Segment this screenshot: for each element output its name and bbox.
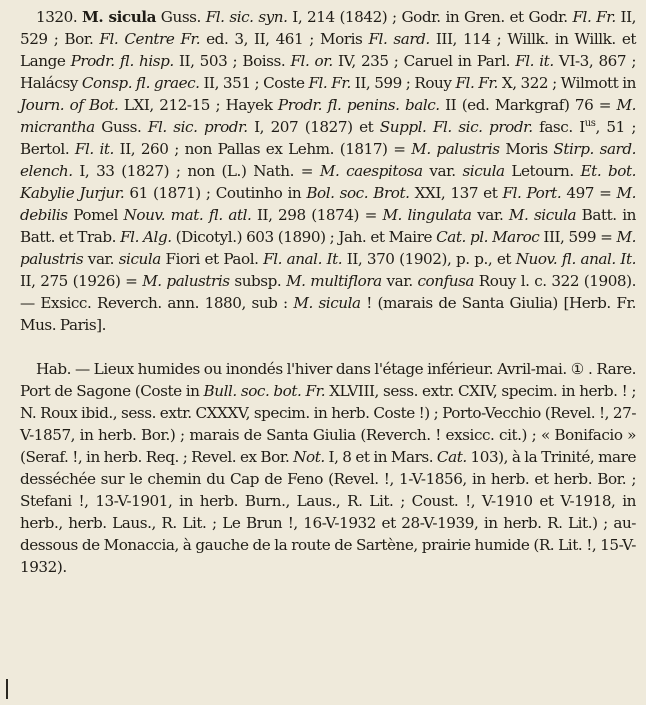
citation-italic: Nuov. fl. anal. It.: [515, 250, 636, 268]
citation-italic: Fl. Fr.: [308, 74, 351, 92]
entry-number: 1320.: [36, 8, 78, 26]
citation-italic: M. palustris: [411, 140, 500, 158]
citation-italic: Fl. sic. syn.: [205, 8, 288, 26]
synonymy-text: Guss. Fl. sic. syn. I, 214 (1842) ; Godr. in Gren. et Godr. Fl. Fr. II, 529 ; Bor. Fl. Centre Fr. ed. 3, II, 461 ; Moris Fl. sard. III, 114 ; Willk. in Willk. et Lange Prodr. fl. hisp. II, 503 ; Boiss. Fl. or. IV, 235 ; Caruel in Parl. Fl. it. VI-3, 867 ; Halácsy Consp. fl. graec. II, 351 ; Coste Fl. Fr. II, 599 ; Rouy Fl. Fr. X, 322 ; Wilmott in Journ. of Bot. LXI, 212-15 ; Hayek Prodr. fl. penins. balc. II (ed. Markgraf) 76 = M. micrantha Guss. Fl. sic. prodr. I, 207 (1827) et Suppl. Fl. sic. prodr. fasc. $I^{us}$, 51 ; Bertol. Fl. it. II, 260 ; non Pallas ex Lehm. (1817) = M. palustris Moris Stirp. sard. elench. I, 33 (1827) ; non (L.) Nath. = M. caespitosa var. sicula Letourn. Et. bot. Kabylie Jurjur. 61 (1871) ; Coutinho in Bol. soc. Brot. XXI, 137 et Fl. Port. 497 = M. debilis Pomel Nouv. mat. fl. atl. II, 298 (1874) = M. lingulata var. M. sicula Batt. in Batt. et Trab. Fl. Alg. (Dicotyl.) 603 (1890) ; Jah. et Maire Cat. pl. Maroc III, 599 = M. palustris var. sicula Fiori et Paol. Fl. anal. It. II, 370 (1902), p. p., et Nuov. fl. anal. It. II, 275 (1926) = M. palustris subsp. M. multiflora var. confusa Rouy l. c. 322 (1908). — Exsicc. Reverch. ann. 1880, sub : M. sicula ! (marais de Santa Giulia) [Herb. Fr. Mus. Paris].: [20, 8, 637, 334]
citation-italic: Bull. soc. bot. Fr.: [203, 382, 326, 400]
citation-italic: Fl. sic. prodr.: [147, 118, 248, 136]
citation-italic: Et. bot. Kabylie Jurjur.: [20, 162, 636, 202]
citation-italic: Fl. it.: [515, 52, 554, 70]
citation-italic: Cat. pl. Maroc: [436, 228, 540, 246]
citation-italic: Nouv. mat. fl. atl.: [123, 206, 252, 224]
habitat-paragraph: [20, 358, 636, 578]
citation-italic: Consp. fl. graec.: [81, 74, 200, 92]
citation-italic: sicula: [118, 250, 161, 268]
species-name: M. sicula: [82, 8, 157, 26]
citation-italic: confusa: [417, 272, 475, 290]
citation-italic: sicula: [462, 162, 505, 180]
citation-italic: Fl. sard.: [368, 30, 430, 48]
citation-italic: M. palustris: [142, 272, 230, 290]
citation-italic: Bol. soc. Brot.: [306, 184, 410, 202]
citation-italic: Stirp. sard. elench.: [20, 140, 637, 180]
habitat-text: Hab. — Lieux humides ou inondés l'hiver dans l'étage inférieur. Avril-mai. ① . Rare. Port de Sagone (Coste in Bull. soc. bot. Fr. XLVIII, sess. extr. CXIV, specim. in herb. ! ; N. Roux ibid., sess. extr. CXXXV, specim. in herb. Coste !) ; Porto-Vecchio (Revel. !, 27-V-1857, in herb. Bor.) ; marais de Santa Giulia (Reverch. ! exsicc. cit.) ; « Bonifacio » (Seraf. !, in herb. Req. ; Revel. ex Bor. Not. I, 8 et in Mars. Cat. 103), à la Trinité, mare desséchée sur le chemin du Cap de Feno (Revel. !, 1-V-1856, in herb. et herb. Bor. ; Stefani !, 13-V-1901, in herb. Burn., Laus., R. Lit. ; Coust. !, V-1910 et V-1918, in herb., herb. Laus., R. Lit. ; Le Brun !, 16-V-1932 et 28-V-1939, in herb. R. Lit.) ; au-dessous de Monaccia, à gauche de la route de Sartène, prairie humide (R. Lit. !, 15-V-1932).: [20, 360, 637, 576]
citation-italic: Fl. Centre Fr.: [99, 30, 201, 48]
citation-italic: M. sicula: [293, 294, 361, 312]
citation-italic: Fl. anal. It.: [263, 250, 343, 268]
citation-italic: M. micrantha: [20, 96, 637, 136]
species-entry: [20, 6, 636, 336]
citation-italic: Fl. it.: [74, 140, 114, 158]
citation-italic: Prodr. fl. penins. balc.: [277, 96, 440, 114]
citation-italic: Prodr. fl. hisp.: [70, 52, 174, 70]
citation-italic: Cat.: [436, 448, 467, 466]
citation-italic: Fl. Fr.: [455, 74, 498, 92]
citation-italic: Not.: [293, 448, 325, 466]
margin-mark: [6, 679, 8, 699]
citation-italic: M. debilis: [20, 184, 637, 224]
citation-italic: Fl. Fr.: [572, 8, 616, 26]
citation-italic: M. lingulata: [382, 206, 472, 224]
citation-italic: Fl. or.: [290, 52, 333, 70]
citation-italic: Fl. Port.: [502, 184, 562, 202]
citation-italic: Fl. Alg.: [120, 228, 172, 246]
citation-italic: Suppl. Fl. sic. prodr.: [379, 118, 533, 136]
superscript: us: [584, 117, 596, 129]
citation-italic: M. multiflora: [286, 272, 382, 290]
citation-italic: M. palustris: [20, 228, 636, 268]
citation-italic: M. caespitosa: [319, 162, 423, 180]
citation-italic: Journ. of Bot.: [20, 96, 119, 114]
citation-italic: M. sicula: [508, 206, 577, 224]
